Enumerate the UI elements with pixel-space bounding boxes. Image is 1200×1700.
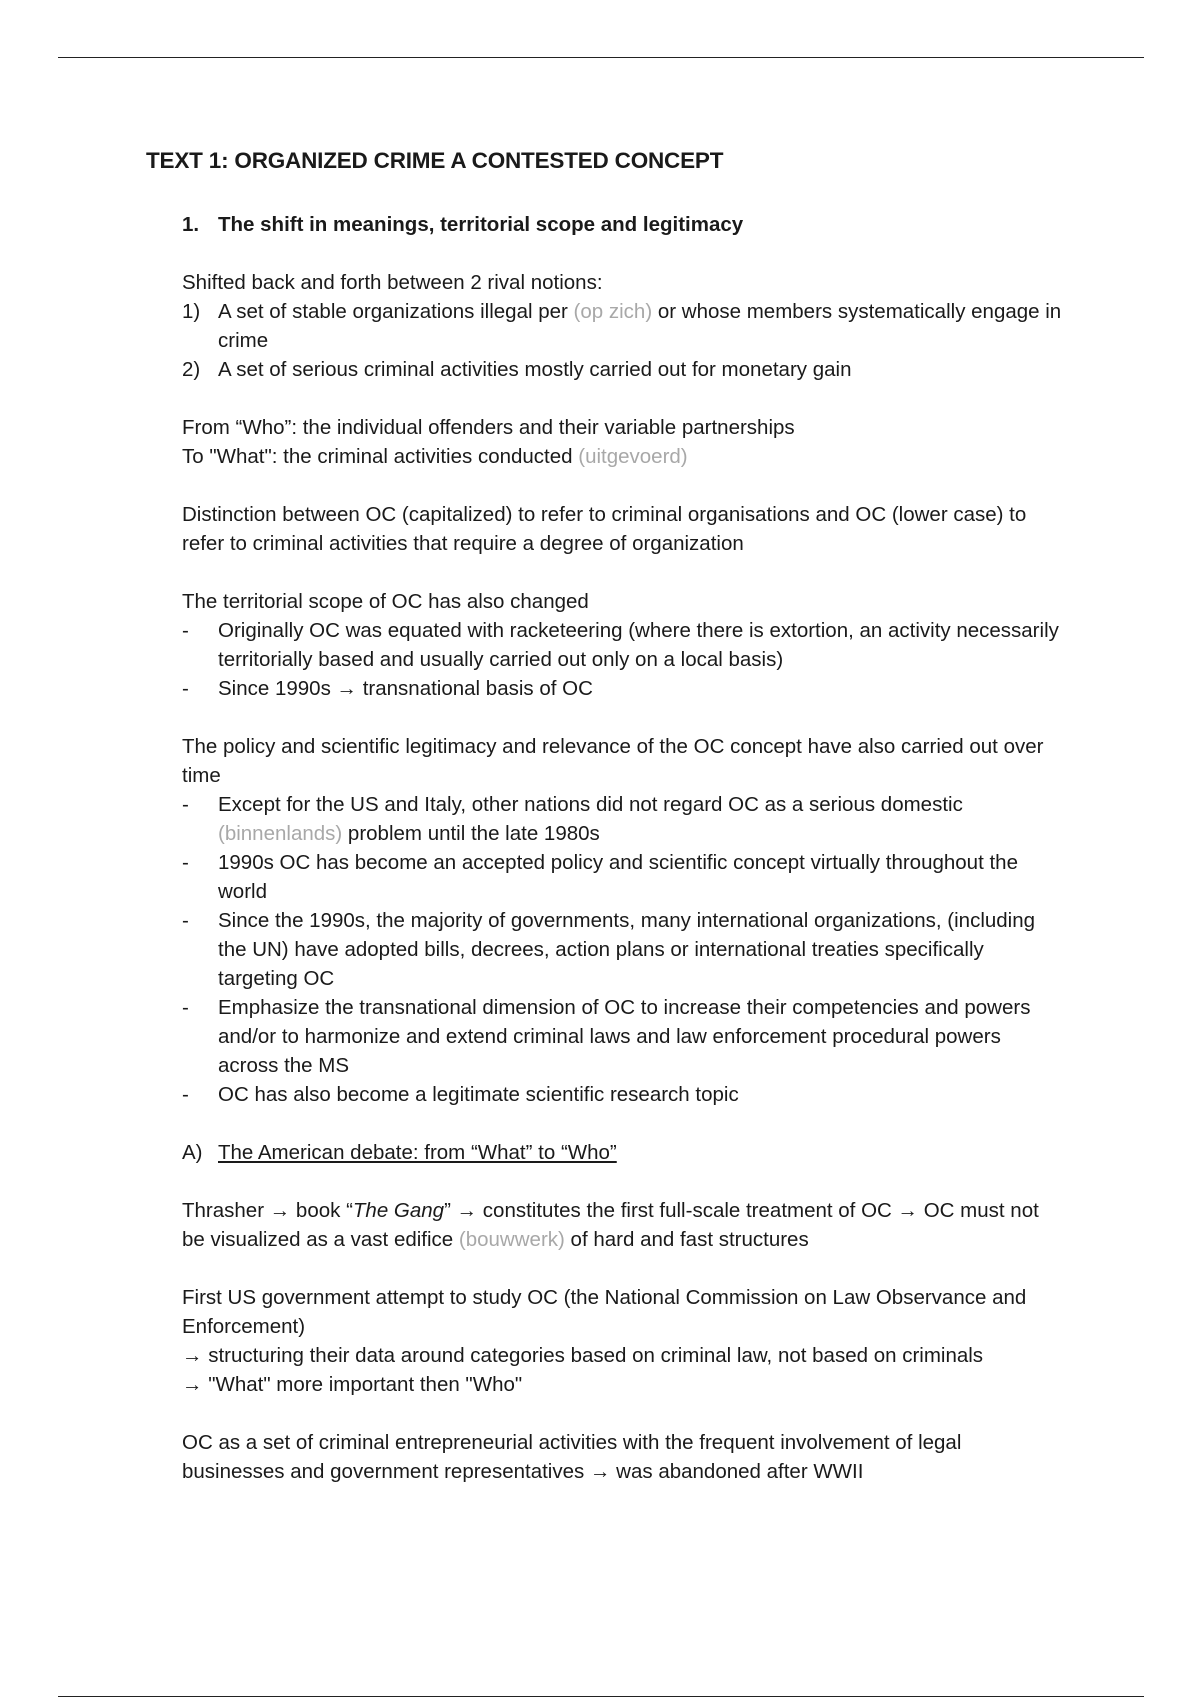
subsection-title: The American debate: from “What” to “Who”: [218, 1141, 617, 1164]
legitimacy-intro: The policy and scientific legitimacy and relevance of the OC concept have also carried out over time: [182, 735, 1044, 787]
rival-notions-intro: Shifted back and forth between 2 rival notions:: [182, 271, 603, 294]
list-item: [182, 790, 1062, 848]
arrow-right-icon: →: [182, 1344, 203, 1367]
list-item-text: Since the 1990s, the majority of governments, many international organizations, (including the UN) have adopted bills, decrees, action plans or international treaties specifically targeting OC: [218, 909, 1036, 990]
list-marker: -: [182, 1083, 189, 1106]
list-item-text: Since 1990s → transnational basis of OC: [218, 677, 593, 700]
list-item: [182, 616, 1062, 674]
first-us-line: First US government attempt to study OC (the National Commission on Law Observance and Enforcement): [182, 1286, 1027, 1338]
list-marker: -: [182, 851, 189, 874]
distinction-text: Distinction between OC (capitalized) to refer to criminal organisations and OC (lower case) to refer to criminal activities that require a degree of organization: [182, 503, 1027, 555]
list-item-text: Except for the US and Italy, other nations did not regard OC as a serious domestic (binnenlands) problem until the late 1980s: [218, 793, 963, 845]
entrepreneurial-paragraph: [182, 1428, 1062, 1486]
thrasher-text: Thrasher → book “The Gang” → constitutes the first full-scale treatment of OC → OC must not be visualized as a vast edifice (bouwwerk) of hard and fast structures: [182, 1199, 1039, 1251]
arrow-right-icon: →: [336, 677, 358, 700]
section-title: The shift in meanings, territorial scope and legitimacy: [218, 213, 744, 236]
translation-gloss: (op zich): [573, 300, 653, 323]
footer-rule: [58, 1696, 1144, 1697]
list-marker: -: [182, 909, 189, 932]
document-title: TEXT 1: ORGANIZED CRIME A CONTESTED CONCEPT: [146, 148, 724, 173]
subsection-marker: A): [182, 1141, 203, 1164]
list-marker: -: [182, 793, 189, 816]
document-body: [182, 210, 1062, 1515]
list-marker: -: [182, 619, 189, 642]
list-item-text: Emphasize the transnational dimension of OC to increase their competencies and powers and/or to harmonize and extend criminal laws and law enforcement procedural powers across the MS: [218, 996, 1031, 1077]
legitimacy-block: [182, 732, 1062, 1109]
list-marker: 2): [182, 358, 201, 381]
list-item-text: 1990s OC has become an accepted policy and scientific concept virtually throughout the world: [218, 851, 1018, 903]
list-item: [182, 993, 1062, 1080]
section-number: 1.: [182, 213, 200, 236]
section-heading: [182, 210, 1062, 239]
arrow-right-icon: →: [456, 1199, 478, 1222]
list-item-text: A set of stable organizations illegal per (op zich) or whose members systematically engage in crime: [218, 300, 1062, 352]
list-marker: 1): [182, 300, 201, 323]
list-item: [182, 355, 1062, 384]
list-item-text: Originally OC was equated with racketeering (where there is extortion, an activity necessarily territorially based and usually carried out only on a local basis): [218, 619, 1059, 671]
who-what-block: [182, 413, 1062, 471]
territorial-intro: The territorial scope of OC has also changed: [182, 590, 589, 613]
who-line: From “Who”: the individual offenders and their variable partnerships: [182, 416, 795, 439]
territorial-block: [182, 587, 1062, 703]
rival-notions-block: [182, 268, 1062, 384]
header-rule: [58, 57, 1144, 58]
list-marker: -: [182, 677, 189, 700]
arrow-right-icon: →: [589, 1460, 611, 1483]
list-item: [182, 1080, 1062, 1109]
entrepreneurial-text: OC as a set of criminal entrepreneurial activities with the frequent involvement of legal businesses and government representatives → was abandoned after WWII: [182, 1431, 962, 1483]
what-line: To "What": the criminal activities conducted (uitgevoerd): [182, 445, 688, 468]
list-item: [182, 848, 1062, 906]
first-us-attempt-block: [182, 1283, 1062, 1399]
translation-gloss: (binnenlands): [218, 822, 343, 845]
translation-gloss: (bouwwerk): [458, 1228, 565, 1251]
thrasher-paragraph: [182, 1196, 1062, 1254]
list-item-text: OC has also become a legitimate scientific research topic: [218, 1083, 739, 1106]
list-marker: -: [182, 996, 189, 1019]
arrow-right-icon: →: [182, 1373, 203, 1396]
book-title: The Gang: [352, 1199, 445, 1222]
first-us-arrow-line: → structuring their data around categories based on criminal law, not based on criminals: [182, 1344, 984, 1367]
subsection-heading: [182, 1138, 1062, 1167]
distinction-paragraph: [182, 500, 1062, 558]
arrow-right-icon: →: [897, 1199, 919, 1222]
arrow-right-icon: →: [269, 1199, 291, 1222]
list-item: [182, 674, 1062, 703]
translation-gloss: (uitgevoerd): [578, 445, 688, 468]
list-item-text: A set of serious criminal activities mostly carried out for monetary gain: [218, 358, 852, 381]
first-us-arrow-line: → "What" more important then "Who": [182, 1373, 523, 1396]
list-item: [182, 297, 1062, 355]
list-item: [182, 906, 1062, 993]
